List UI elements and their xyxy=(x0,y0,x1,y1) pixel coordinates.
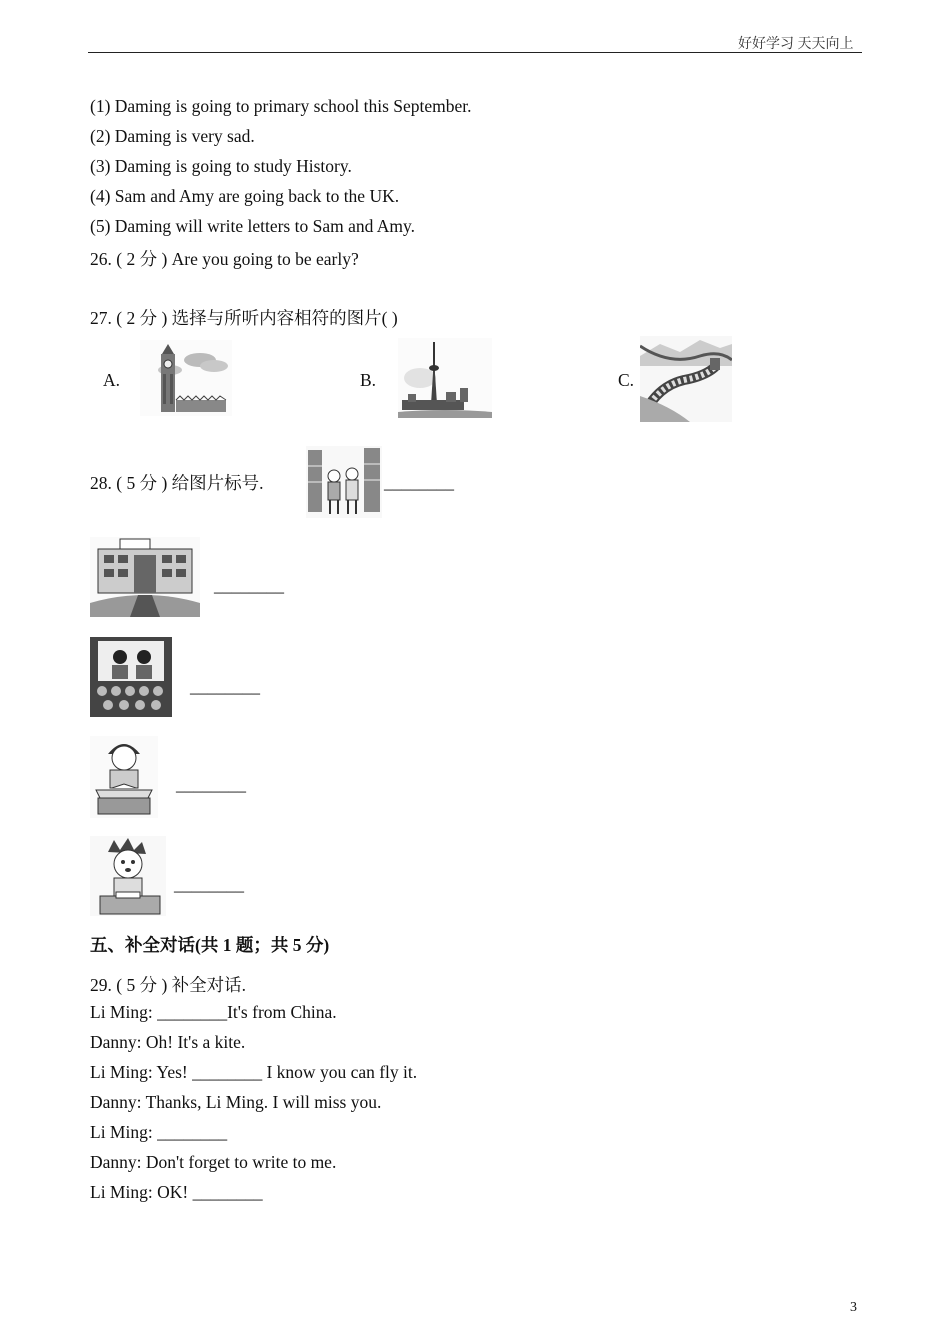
option-a-label: A. xyxy=(103,370,121,390)
header-slogan: 好好学习 天天向上 xyxy=(738,37,854,52)
statement-2: (2) Daming is very sad. xyxy=(90,126,255,146)
question-28: 28. ( 5 分 ) 给图片标号. xyxy=(90,473,264,493)
big-ben-icon xyxy=(140,340,232,416)
answer-blank-1[interactable]: ________ xyxy=(214,575,284,595)
question-27: 27. ( 2 分 ) 选择与所听内容相符的图片( ) xyxy=(90,308,398,328)
cinema-screen-icon xyxy=(90,637,172,717)
statement-4: (4) Sam and Amy are going back to the UK. xyxy=(90,186,400,206)
statement-1: (1) Daming is going to primary school this September. xyxy=(90,96,472,116)
hotel-building-icon xyxy=(90,537,200,617)
header-rule xyxy=(88,52,862,53)
statement-5: (5) Daming will write letters to Sam and Amy. xyxy=(90,216,415,236)
library-kids-icon xyxy=(306,446,382,518)
boy-reading-icon xyxy=(90,736,158,818)
answer-blank-3[interactable]: ________ xyxy=(176,774,246,794)
dialogue-line-2: Danny: Oh! It's a kite. xyxy=(90,1032,246,1052)
option-b-label: B. xyxy=(360,370,377,390)
dialogue-line-1: Li Ming: ________It's from China. xyxy=(90,1002,337,1022)
answer-blank-header[interactable]: ________ xyxy=(384,472,454,492)
boy-writing-icon xyxy=(90,836,166,916)
question-29: 29. ( 5 分 ) 补全对话. xyxy=(90,975,247,995)
statement-3: (3) Daming is going to study History. xyxy=(90,156,352,176)
cn-tower-icon xyxy=(398,338,492,418)
dialogue-line-3: Li Ming: Yes! ________ I know you can fly it. xyxy=(90,1062,418,1082)
dialogue-line-5: Li Ming: ________ xyxy=(90,1122,228,1142)
option-c-label: C. xyxy=(618,370,635,390)
question-26: 26. ( 2 分 ) Are you going to be early? xyxy=(90,249,359,269)
answer-blank-2[interactable]: ________ xyxy=(190,676,260,696)
section-5-title: 五、补全对话(共 1 题；共 5 分) xyxy=(90,935,330,955)
page-number: 3 xyxy=(850,1300,857,1315)
dialogue-line-7: Li Ming: OK! ________ xyxy=(90,1182,263,1202)
dialogue-line-4: Danny: Thanks, Li Ming. I will miss you. xyxy=(90,1092,382,1112)
answer-blank-4[interactable]: ________ xyxy=(174,874,244,894)
dialogue-line-6: Danny: Don't forget to write to me. xyxy=(90,1152,337,1172)
great-wall-icon xyxy=(640,336,732,422)
